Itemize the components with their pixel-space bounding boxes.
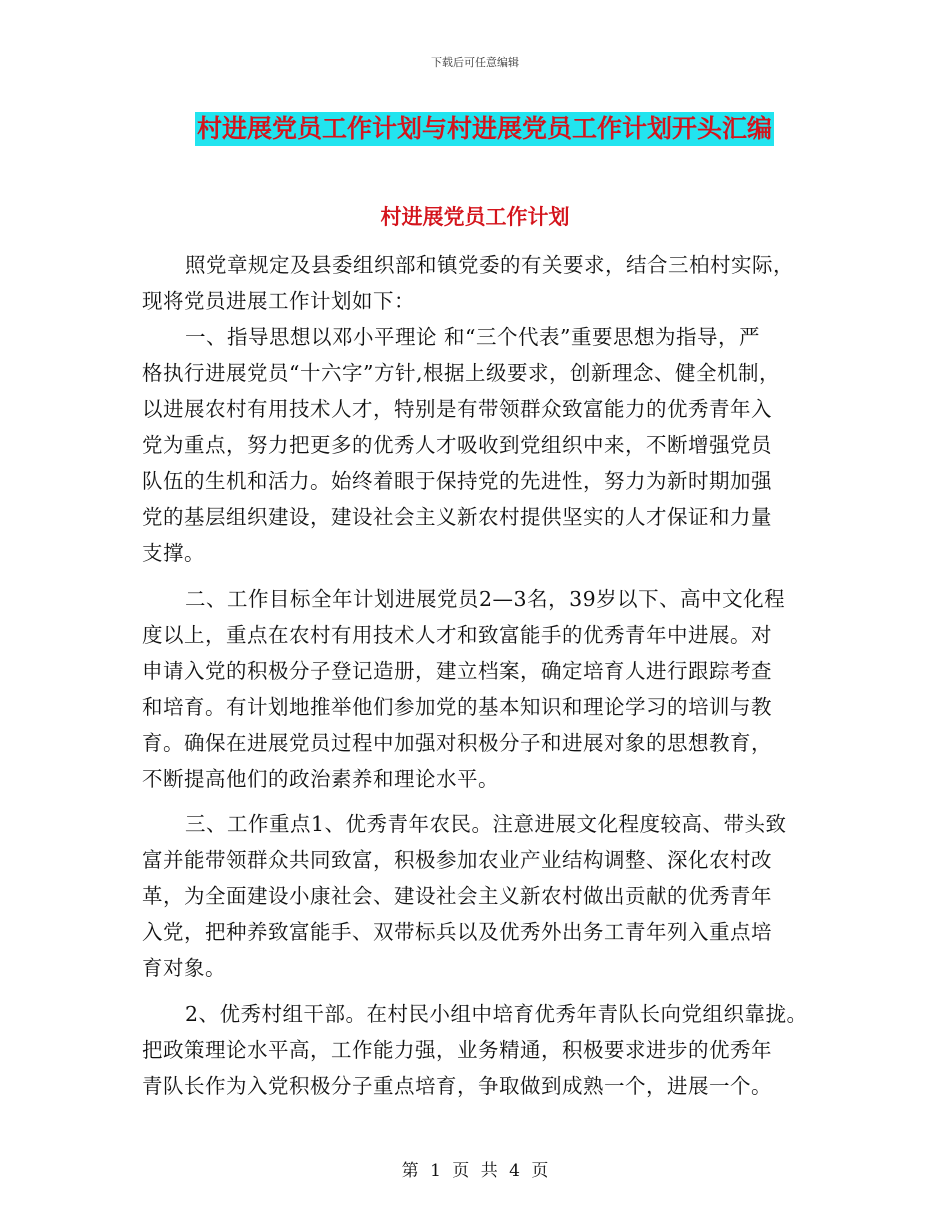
text-line: 三、工作重点1、优秀青年农民。注意进展文化程度较高、带头致 xyxy=(185,812,787,836)
text-line: 不断提高他们的政治素养和理论水平。 xyxy=(142,767,499,791)
text-line: 育对象。 xyxy=(142,956,226,980)
text-line: 队伍的生机和活力。始终着眼于保持党的先进性，努力为新时期加强 xyxy=(142,469,772,493)
section-title: 村进展党员工作计划 xyxy=(380,205,570,229)
text-line: 入党，把种养致富能手、双带标兵以及优秀外出务工青年列入重点培 xyxy=(142,920,772,944)
text-line: 以进展农村有用技术人才，特别是有带领群众致富能力的优秀青年入 xyxy=(142,397,772,421)
text-line: 支撑。 xyxy=(142,541,205,565)
text-line: 青队长作为入党积极分子重点培育，争取做到成熟一个，进展一个。 xyxy=(142,1074,772,1098)
text-line: 申请入党的积极分子登记造册，建立档案，确定培育人进行跟踪考查 xyxy=(142,659,772,683)
text-line: 2、优秀村组干部。在村民小组中培育优秀年青队长向党组织靠拢。 xyxy=(185,1002,808,1026)
text-line: 育。确保在进展党员过程中加强对积极分子和进展对象的思想教育， xyxy=(142,731,772,755)
text-line: 现将党员进展工作计划如下： xyxy=(142,289,415,313)
text-line: 格执行进展党员“十六字”方针,根据上级要求，创新理念、健全机制， xyxy=(142,361,780,385)
text-line: 革，为全面建设小康社会、建设社会主义新农村做出贡献的优秀青年 xyxy=(142,884,772,908)
text-line: 照党章规定及县委组织部和镇党委的有关要求，结合三柏村实际， xyxy=(185,253,794,277)
document-title: 村进展党员工作计划与村进展党员工作计划开头汇编 xyxy=(195,112,774,146)
text-line: 一、指导思想以邓小平理论 和“三个代表”重要思想为指导，严 xyxy=(185,325,760,349)
text-line: 党为重点，努力把更多的优秀人才吸收到党组织中来，不断增强党员 xyxy=(142,433,772,457)
text-line: 富并能带领群众共同致富，积极参加农业产业结构调整、深化农村改 xyxy=(142,848,772,872)
text-line: 党的基层组织建设，建设社会主义新农村提供坚实的人才保证和力量 xyxy=(142,505,772,529)
text-line: 和培育。有计划地推举他们参加党的基本知识和理论学习的培训与教 xyxy=(142,695,772,719)
text-line: 度以上，重点在农村有用技术人才和致富能手的优秀青年中进展。对 xyxy=(142,623,772,647)
page-header-note: 下载后可任意编辑 xyxy=(431,56,519,69)
page-footer: 第 1 页 共 4 页 xyxy=(401,1161,549,1181)
text-line: 把政策理论水平高，工作能力强，业务精通，积极要求进步的优秀年 xyxy=(142,1038,772,1062)
text-line: 二、工作目标全年计划进展党员2—3名，39岁以下、高中文化程 xyxy=(185,587,786,611)
